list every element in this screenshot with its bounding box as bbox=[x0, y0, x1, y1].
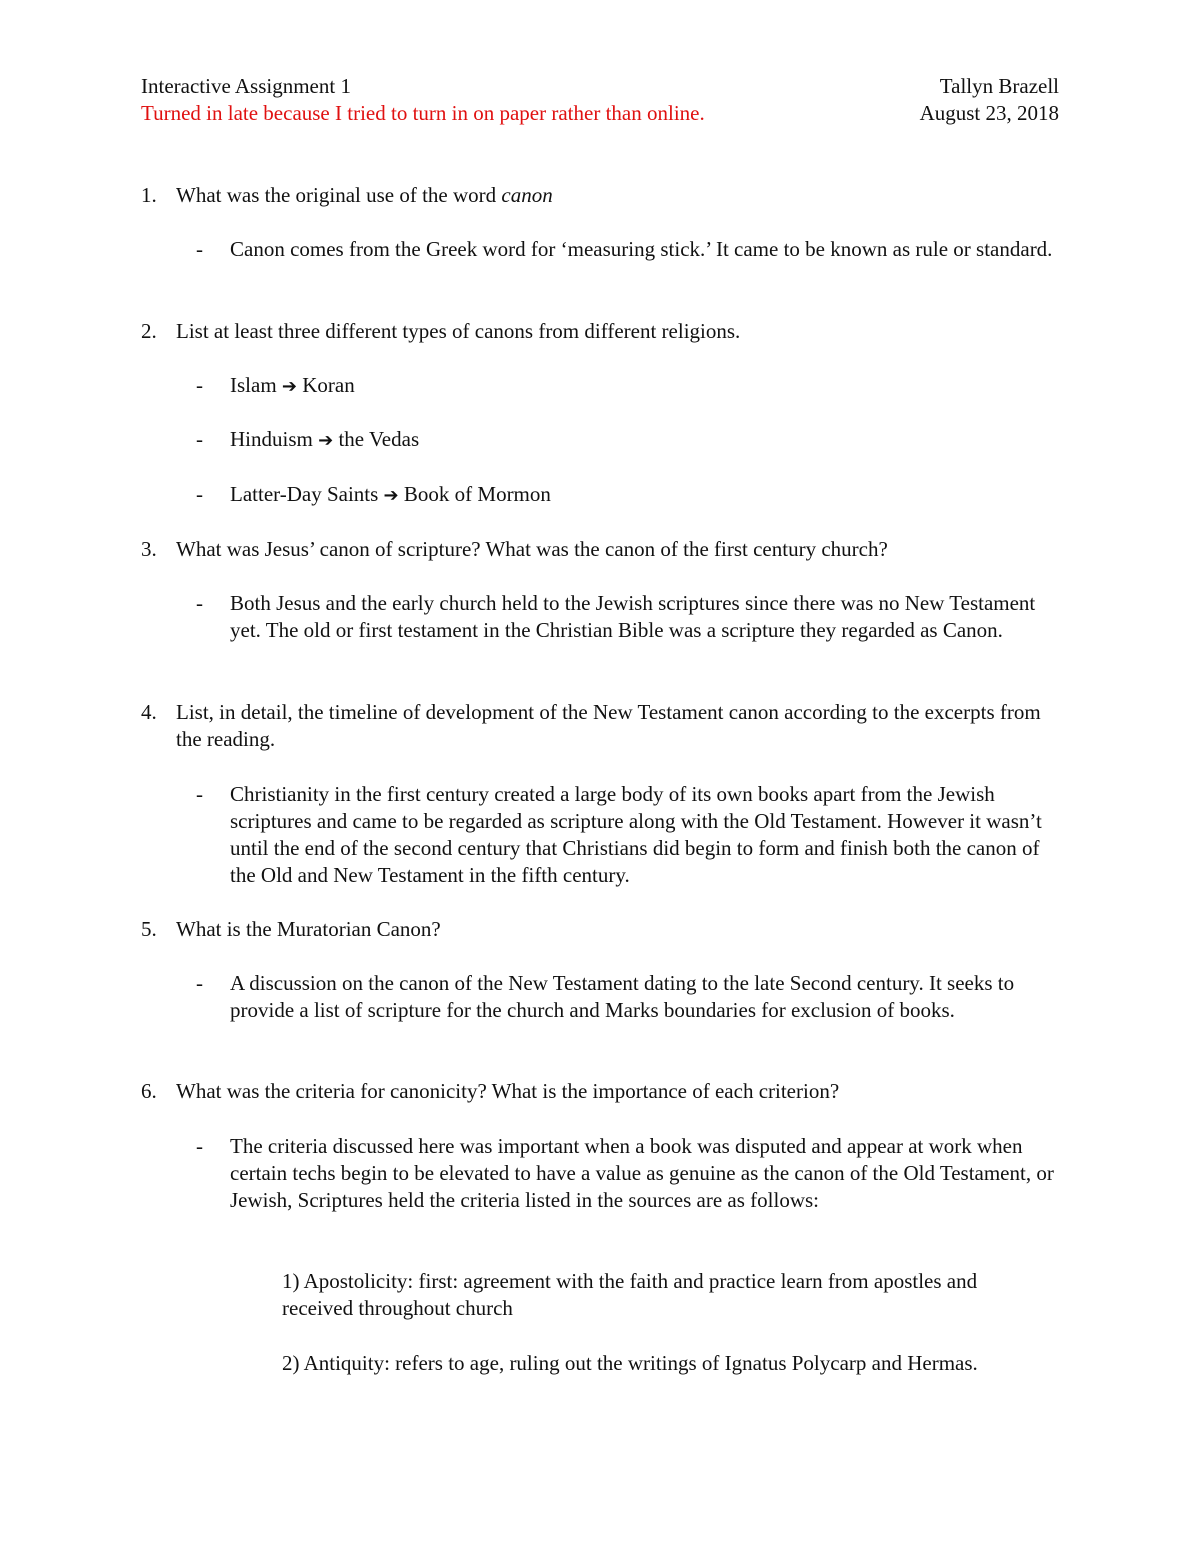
right-arrow-icon: ➔ bbox=[383, 485, 399, 506]
assignment-title: Interactive Assignment 1 bbox=[141, 74, 351, 98]
emphasis-word: canon bbox=[501, 183, 553, 207]
question-text: What is the Muratorian Canon? bbox=[176, 917, 441, 941]
answer-text: Latter-Day Saints ➔ Book of Mormon bbox=[230, 482, 551, 506]
answer-text: Christianity in the first century created a large body of its own books apart from the Jewish scriptures and came to be regarded as scripture along with the Old Testament. However it wasn’t until the end of the second century that Christians did begin to form and finish both the canon of the Old and New Testament in the fifth century. bbox=[230, 782, 1042, 887]
question-number: 4. bbox=[141, 700, 157, 724]
bullet-dash: - bbox=[196, 373, 203, 397]
bullet-dash: - bbox=[196, 237, 203, 261]
question-number: 6. bbox=[141, 1079, 157, 1103]
criterion-antiquity: 2) Antiquity: refers to age, ruling out the writings of Ignatus Polycarp and Hermas. bbox=[282, 1351, 978, 1375]
right-arrow-icon: ➔ bbox=[281, 376, 297, 397]
question-number: 1. bbox=[141, 183, 157, 207]
answer-text: Canon comes from the Greek word for ‘measuring stick.’ It came to be known as rule or standard. bbox=[230, 237, 1053, 261]
question-text: List at least three different types of canons from different religions. bbox=[176, 319, 741, 343]
late-note: Turned in late because I tried to turn in on paper rather than online. bbox=[141, 101, 705, 125]
bullet-dash: - bbox=[196, 971, 203, 995]
submission-date: August 23, 2018 bbox=[919, 101, 1059, 125]
question-number: 5. bbox=[141, 917, 157, 941]
header-row-1 bbox=[141, 73, 1059, 100]
answer-text: Hinduism ➔ the Vedas bbox=[230, 427, 420, 451]
question-text: What was Jesus’ canon of scripture? What was the canon of the first century church? bbox=[176, 537, 888, 561]
answer-text: Islam ➔ Koran bbox=[230, 373, 355, 397]
bullet-dash: - bbox=[196, 591, 203, 615]
header-row-2 bbox=[141, 100, 1059, 127]
question-text: What was the original use of the word canon bbox=[176, 183, 553, 207]
question-text: What was the criteria for canonicity? What is the importance of each criterion? bbox=[176, 1079, 840, 1103]
author-name: Tallyn Brazell bbox=[939, 74, 1059, 98]
bullet-dash: - bbox=[196, 782, 203, 806]
question-text: List, in detail, the timeline of development of the New Testament canon according to the excerpts from the reading. bbox=[176, 700, 1041, 751]
answer-text: A discussion on the canon of the New Testament dating to the late Second century. It seeks to provide a list of scripture for the church and Marks boundaries for exclusion of books. bbox=[230, 971, 1015, 1022]
question-number: 2. bbox=[141, 319, 157, 343]
bullet-dash: - bbox=[196, 1134, 203, 1158]
right-arrow-icon: ➔ bbox=[318, 430, 334, 451]
answer-text: Both Jesus and the early church held to the Jewish scriptures since there was no New Testament yet. The old or first testament in the Christian Bible was a scripture they regarded as Canon. bbox=[230, 591, 1036, 642]
answer-text: The criteria discussed here was important when a book was disputed and appear at work when certain techs begin to be elevated to have a value as genuine as the canon of the Old Testament, or Jewish, Scriptures held the criteria listed in the sources are as follows: bbox=[230, 1134, 1054, 1212]
bullet-dash: - bbox=[196, 482, 203, 506]
bullet-dash: - bbox=[196, 427, 203, 451]
question-number: 3. bbox=[141, 537, 157, 561]
criterion-apostolicity: 1) Apostolicity: first: agreement with the faith and practice learn from apostles and received throughout church bbox=[282, 1269, 978, 1320]
